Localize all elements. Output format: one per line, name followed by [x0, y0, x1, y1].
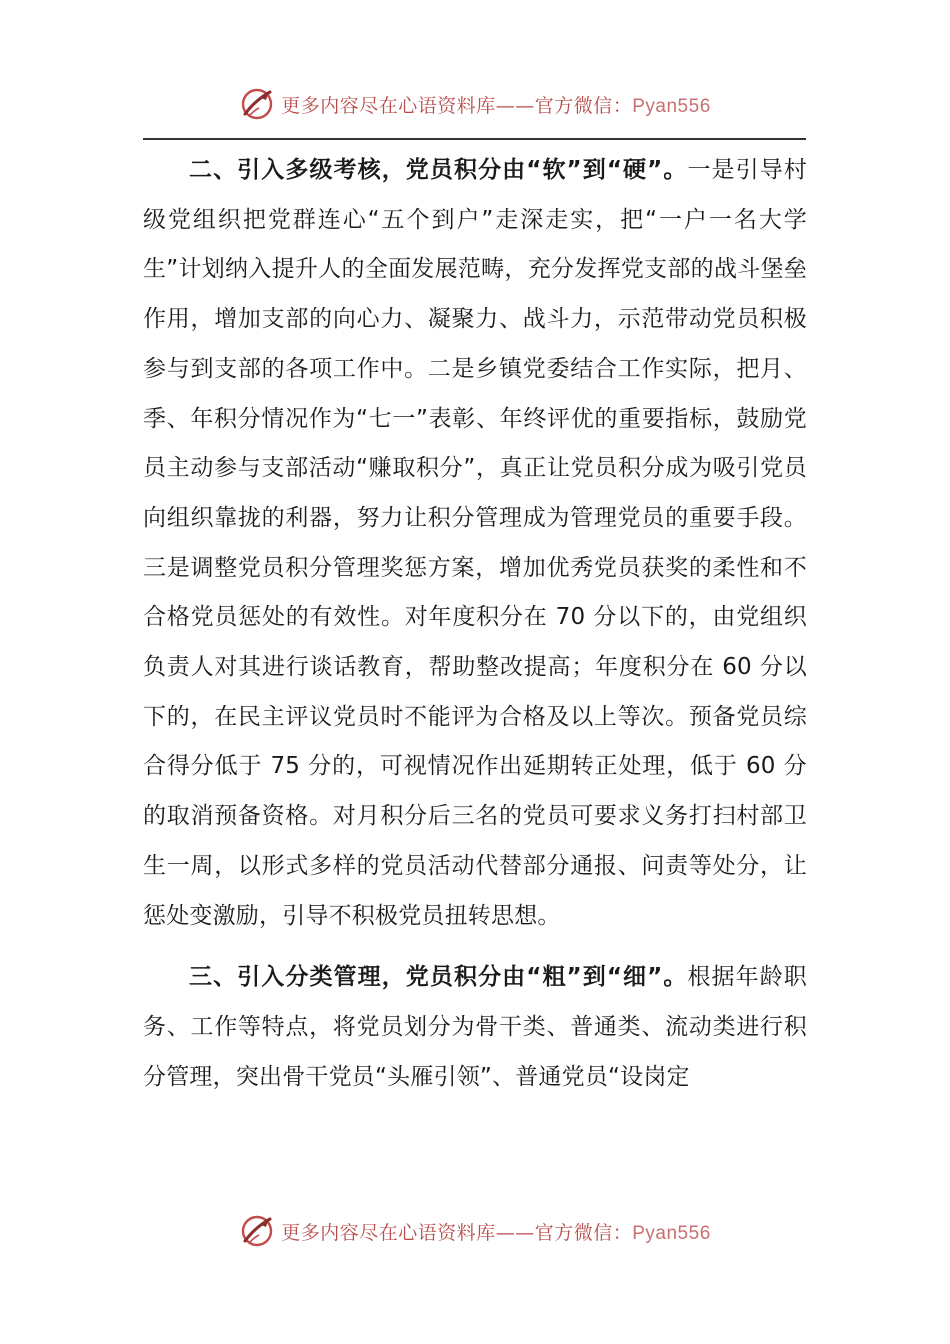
paragraph-section-two	[143, 146, 807, 941]
watermark-wechat-id: Pyan556	[632, 95, 711, 117]
watermark-dash: ——	[495, 94, 535, 117]
watermark-wechat-label: 官方微信：	[534, 1221, 633, 1244]
watermark-text	[281, 91, 711, 118]
section-two-text: 一是引导村级党组织把党群连心“五个到户”走深走实，把“一户一名大学生”计划纳入提升人的全面发展范畴，充分发挥党支部的战斗堡垒作用，增加支部的向心力、凝聚力、战斗力，示范带动党员积极参与到支部的各项工作中。二是乡镇党委结合工作实际，把月、季、年积分情况作为“七一”表彰、年终评优的重要指标，鼓励党员主动参与支部活动“赚取积分”，真正让党员积分成为吸引党员向组织靠拢的利器，努力让积分管理成为管理党员的重要手段。三是调整党员积分管理奖惩方案，增加优秀党员获奖的柔性和不合格党员惩处的有效性。对年度积分在 70 分以下的，由党组织负责人对其进行谈话教育，帮助整改提高；年度积分在 60 分以下的，在民主评议党员时不能评为合格及以上等次。预备党员综合得分低于 75 分的，可视情况作出延期转正处理，低于 60 分的取消预备资格。对月积分后三名的党员可要求义务打扫村部卫生一周，以形式多样的党员活动代替部分通报、问责等处分，让惩处变激励，引导不积极党员扭转思想。	[143, 157, 807, 929]
section-two-heading: 二、引入多级考核，党员积分由“软”到“硬”。	[189, 157, 688, 183]
section-three-text: 根据年龄职务、工作等特点，将党员划分为骨干类、普通类、流动类进行积分管理，突出骨干党员“头雁引领”、普通党员“设岗定	[143, 964, 807, 1090]
watermark-text	[281, 1218, 711, 1245]
pen-nib-logo-icon	[239, 1213, 275, 1249]
pen-nib-logo-icon	[239, 86, 275, 122]
watermark-dash: ——	[495, 1221, 535, 1244]
footer-watermark-banner	[0, 1211, 950, 1251]
header-watermark-banner	[0, 84, 950, 124]
watermark-site-text: 更多内容尽在心语资料库	[281, 94, 496, 117]
section-three-heading: 三、引入分类管理，党员积分由“粗”到“细”。	[189, 964, 688, 991]
watermark-wechat-label: 官方微信：	[534, 94, 633, 117]
watermark-wechat-id: Pyan556	[632, 1222, 711, 1244]
header-divider	[143, 138, 806, 140]
watermark-site-text: 更多内容尽在心语资料库	[281, 1221, 496, 1244]
document-body	[143, 146, 807, 1102]
paragraph-section-three	[143, 953, 807, 1102]
